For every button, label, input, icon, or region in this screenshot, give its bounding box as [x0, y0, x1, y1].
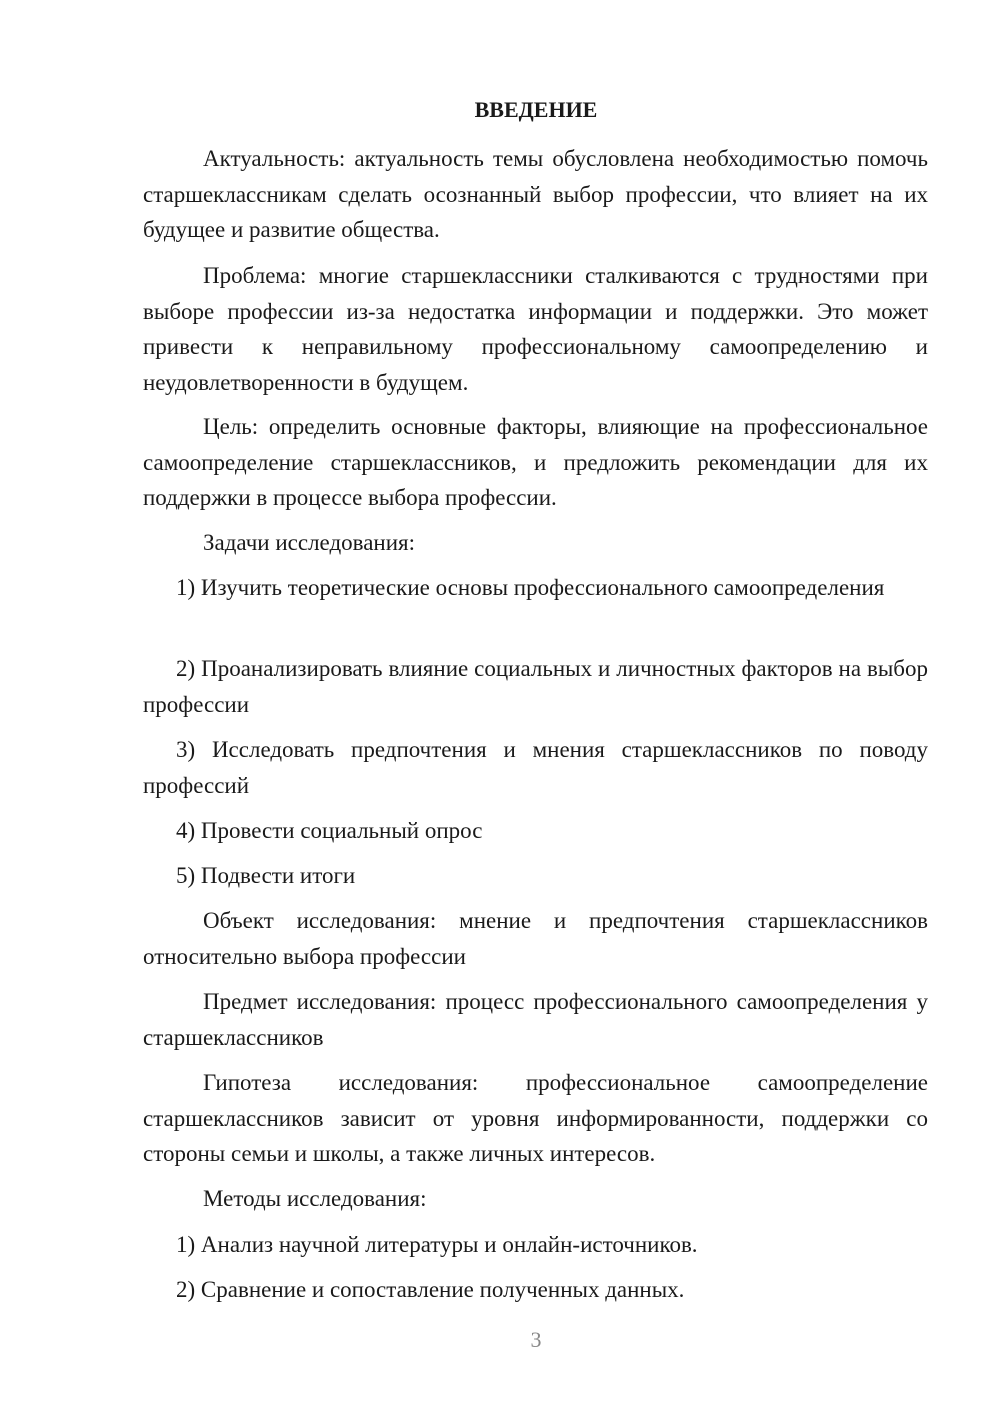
- task-item: 4) Провести социальный опрос: [176, 818, 483, 843]
- task-item: 2) Проанализировать влияние социальных и личностных факторов на выбор профессии: [143, 656, 928, 717]
- goal-paragraph: Цель: определить основные факторы, влияющие на профессиональное самоопределение старшеклассников, и предложить рекомендации для их поддержки в процессе выбора профессии.: [143, 414, 928, 510]
- object-paragraph: Объект исследования: мнение и предпочтения старшеклассников относительно выбора профессии: [143, 908, 928, 969]
- subject-paragraph: Предмет исследования: процесс профессионального самоопределения у старшеклассников: [143, 989, 928, 1050]
- task-item: 1) Изучить теоретические основы профессионального самоопределения: [176, 575, 885, 600]
- page-title: ВВЕДЕНИЕ: [474, 97, 598, 122]
- relevance-paragraph: Актуальность: актуальность темы обусловлена необходимостью помочь старшеклассникам сделать осознанный выбор профессии, что влияет на их будущее и развитие общества.: [143, 146, 928, 242]
- task-item: 5) Подвести итоги: [176, 863, 356, 888]
- method-item: 2) Сравнение и сопоставление полученных данных.: [176, 1277, 685, 1302]
- page-number: 3: [530, 1327, 542, 1352]
- method-item: 1) Анализ научной литературы и онлайн-источников.: [176, 1232, 698, 1257]
- task-item: 3) Исследовать предпочтения и мнения старшеклассников по поводу профессий: [143, 737, 928, 798]
- methods-heading: Методы исследования:: [203, 1186, 427, 1211]
- tasks-heading: Задачи исследования:: [203, 530, 416, 555]
- hypothesis-paragraph: Гипотеза исследования: профессиональное самоопределение старшеклассников зависит от уровня информированности, поддержки со стороны семьи и школы, а также личных интересов.: [143, 1070, 928, 1166]
- problem-paragraph: Проблема: многие старшеклассники сталкиваются с трудностями при выборе профессии из-за недостатка информации и поддержки. Это может привести к неправильному профессиональному самоопределению и неудовлетворенности в будущем.: [143, 263, 928, 395]
